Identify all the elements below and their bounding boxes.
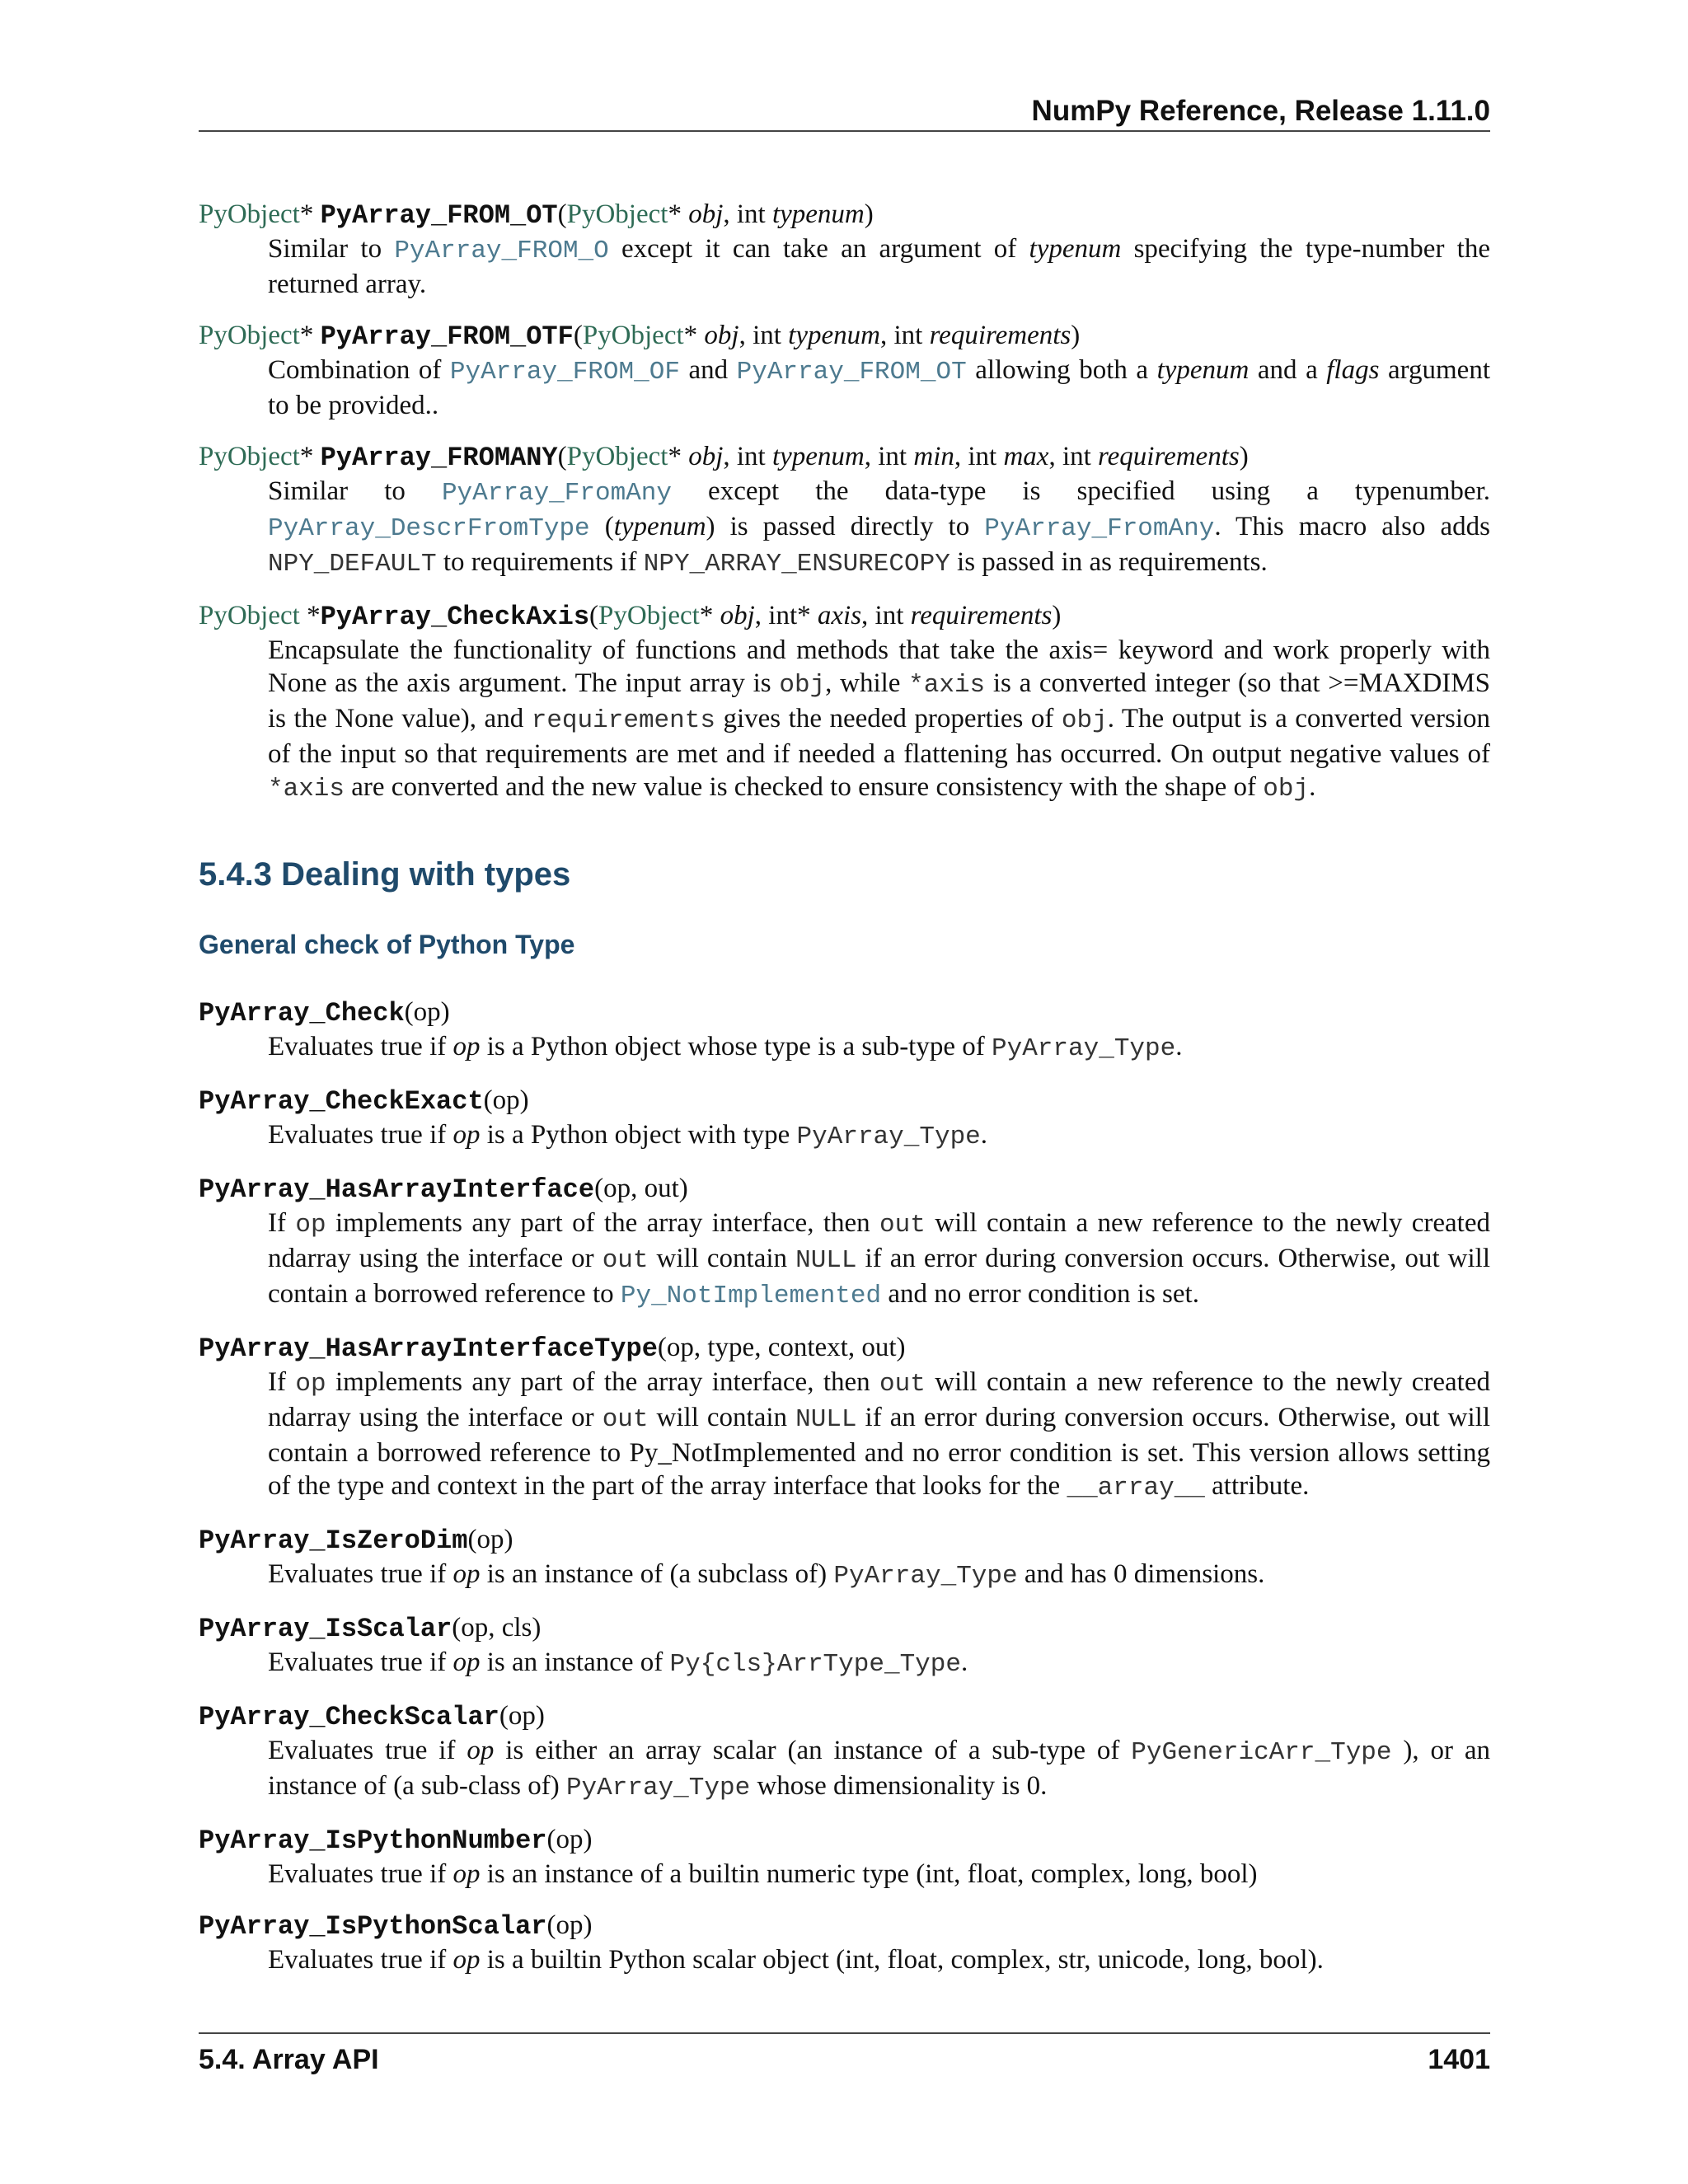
signature (199, 1823, 1490, 1858)
close-paren: ) (1052, 601, 1062, 630)
desc-text: Evaluates true if (268, 1945, 453, 1975)
desc-text: and (679, 355, 737, 385)
function-name: PyArray_IsPythonScalar (199, 1911, 547, 1942)
description (268, 1943, 1490, 1976)
desc-text: and a (1249, 355, 1327, 385)
return-type-link[interactable]: PyObject (199, 601, 300, 630)
entry-pyarray-checkscalar (199, 1699, 1490, 1805)
desc-text: are converted and the new value is checked to ensure consistency with the shape of (345, 772, 1264, 802)
desc-text: will contain (648, 1403, 796, 1432)
arg-name: max (1003, 442, 1049, 471)
desc-emphasis: op (467, 1736, 495, 1765)
inline-code: PyArray_Type (565, 1774, 751, 1802)
desc-text: Evaluates true if (268, 1647, 453, 1677)
arg-list: (op) (546, 1910, 593, 1940)
arg-name: min (913, 442, 954, 471)
desc-text: attribute. (1204, 1471, 1310, 1501)
desc-text: Evaluates true if (268, 1120, 453, 1150)
inline-code: out (602, 1405, 649, 1434)
desc-text: implements any part of the array interface, then (326, 1208, 880, 1238)
arg-type: int (893, 321, 923, 350)
arg-type: int (736, 199, 766, 229)
function-name: PyArray_HasArrayInterface (199, 1174, 595, 1205)
ref-link[interactable]: Py_NotImplemented (620, 1282, 882, 1310)
page-header: NumPy Reference, Release 1.11.0 (1031, 95, 1490, 127)
arg-type-link[interactable]: PyObject (598, 601, 700, 630)
desc-text: is a Python object whose type is a sub-type of (480, 1032, 992, 1062)
desc-text: is either an array scalar (an instance of a sub-type of (494, 1736, 1132, 1765)
inline-code: PyGenericArr_Type (1131, 1738, 1392, 1767)
description (268, 354, 1490, 422)
desc-text: to requirements if (436, 547, 644, 577)
pointer-star: * (668, 199, 682, 229)
arg-name: obj (704, 321, 739, 350)
page-content (199, 198, 1490, 1994)
desc-text: Similar to (268, 234, 395, 264)
entry-pyarray-ispythonnumber (199, 1823, 1490, 1891)
arg-name: axis (817, 601, 862, 630)
return-type-link[interactable]: PyObject (199, 199, 300, 229)
inline-code: *axis (268, 775, 345, 804)
arg-list: (op, type, context, out) (657, 1333, 906, 1362)
description (268, 1030, 1490, 1066)
comma: , (738, 321, 753, 350)
desc-text: Evaluates true if (268, 1736, 467, 1765)
arg-name: requirements (1098, 442, 1240, 471)
inline-code: NULL (795, 1405, 857, 1434)
ref-link[interactable]: PyArray_DescrFromType (268, 514, 590, 543)
pointer-star: * (699, 601, 714, 630)
arg-type: int (736, 442, 766, 471)
ref-link[interactable]: PyArray_FROM_O (394, 237, 609, 265)
desc-text: . The output is a converted version of the input so that requirements are met and if needed a flattening has occurred. On output negative values of (268, 704, 1490, 769)
arg-name: obj (688, 199, 724, 229)
description (268, 634, 1490, 806)
arg-type: int* (768, 601, 811, 630)
desc-text: Combination of (268, 355, 450, 385)
desc-emphasis: typenum (1029, 234, 1122, 264)
arg-type-link[interactable]: PyObject (566, 199, 668, 229)
signature (199, 319, 1490, 354)
arg-type-link[interactable]: PyObject (582, 321, 684, 350)
signature (199, 599, 1490, 634)
signature (199, 1611, 1490, 1646)
entry-pyarray-checkexact (199, 1084, 1490, 1154)
inline-code: op (295, 1370, 326, 1399)
entry-pyarray-ispythonscalar (199, 1909, 1490, 1976)
arg-name: requirements (929, 321, 1071, 350)
comma: , (864, 442, 879, 471)
entry-pyarray-check (199, 996, 1490, 1066)
description (268, 1558, 1490, 1593)
description (268, 1366, 1490, 1505)
arg-list: (op, out) (594, 1174, 688, 1203)
desc-text: is passed in as requirements. (950, 547, 1268, 577)
desc-text: specifying the type-number the returned array. (268, 234, 1490, 299)
inline-code: PyArray_Type (992, 1034, 1176, 1063)
open-paren: ( (573, 321, 583, 350)
desc-text: will contain a new reference to the newly created ndarray using the interface or (268, 1367, 1490, 1432)
description (268, 232, 1490, 301)
arg-list: (op) (404, 997, 450, 1027)
desc-text: Evaluates true if (268, 1859, 453, 1889)
entry-pyarray-from-ot (199, 198, 1490, 301)
function-name: PyArray_IsZeroDim (199, 1526, 468, 1556)
desc-text: Encapsulate the functionality of functions and methods that take the axis= keyword and work properly with None as the axis argument. The input array is (268, 635, 1490, 698)
function-name: PyArray_FROMANY (320, 443, 558, 473)
function-name: PyArray_CheckScalar (199, 1702, 499, 1732)
ref-link[interactable]: PyArray_FROM_OT (736, 358, 967, 387)
signature (199, 996, 1490, 1030)
desc-emphasis: op (452, 1945, 481, 1975)
inline-code: obj (1263, 775, 1310, 804)
pointer-star: * (299, 601, 321, 630)
desc-text: Evaluates true if (268, 1032, 453, 1062)
inline-code: NULL (795, 1246, 857, 1275)
desc-text: is an instance of (480, 1647, 670, 1677)
description (268, 1734, 1490, 1805)
desc-text: ) is passed directly to (706, 512, 985, 541)
desc-text: argument to be provided.. (268, 355, 1490, 420)
description (268, 1118, 1490, 1154)
inline-code: out (879, 1211, 926, 1240)
inline-code: PyArray_Type (833, 1562, 1018, 1591)
arg-name: requirements (910, 601, 1053, 630)
open-paren: ( (589, 601, 599, 630)
entry-pyarray-isscalar (199, 1611, 1490, 1681)
function-name: PyArray_IsScalar (199, 1614, 452, 1644)
desc-text: is an instance of (a subclass of) (480, 1559, 834, 1589)
desc-emphasis: flags (1326, 355, 1380, 385)
desc-text: If (268, 1367, 296, 1397)
comma: , (1048, 442, 1062, 471)
close-paren: ) (864, 199, 874, 229)
desc-text: Similar to (268, 476, 442, 506)
arg-name: typenum (788, 321, 880, 350)
desc-text: and no error condition is set. (881, 1279, 1199, 1309)
open-paren: ( (557, 442, 567, 471)
inline-code: NPY_DEFAULT (268, 550, 437, 579)
arg-type: int (753, 321, 781, 350)
entry-pyarray-from-otf (199, 319, 1490, 422)
section-title: 5.4.3 Dealing with types (199, 856, 571, 893)
arg-type: int (878, 442, 907, 471)
arg-type: int (1062, 442, 1091, 471)
desc-text: and has 0 dimensions. (1017, 1559, 1265, 1589)
inline-code: out (879, 1370, 926, 1399)
ref-link[interactable]: PyArray_FROM_OF (449, 358, 680, 387)
desc-emphasis: typenum (613, 512, 706, 541)
close-paren: ) (1071, 321, 1081, 350)
comma: , (861, 601, 875, 630)
desc-emphasis: op (452, 1647, 481, 1677)
comma: , (723, 442, 737, 471)
description (268, 1858, 1490, 1891)
desc-text: ), or an instance of (a sub-class of) (268, 1736, 1490, 1801)
arg-list: (op) (467, 1525, 513, 1554)
inline-code: *axis (908, 671, 986, 700)
arg-list: (op) (483, 1085, 529, 1115)
comma: , (754, 601, 769, 630)
pointer-star: * (668, 442, 682, 471)
description (268, 1207, 1490, 1313)
footer-section-label: 5.4. Array API (199, 2044, 379, 2075)
signature (199, 440, 1490, 475)
inline-code: out (602, 1246, 649, 1275)
page-number: 1401 (1428, 2044, 1490, 2075)
arg-list: (op) (546, 1825, 593, 1854)
inline-code: obj (779, 671, 826, 700)
description (268, 1646, 1490, 1681)
arg-name: typenum (771, 442, 865, 471)
desc-text: will contain (648, 1244, 796, 1273)
comma: , (879, 321, 894, 350)
inline-code: Py{cls}ArrType_Type (669, 1650, 961, 1679)
ref-link[interactable]: PyArray_FromAny (441, 479, 672, 508)
desc-emphasis: op (452, 1559, 481, 1589)
desc-text: except the data-type is specified using a typenumber. (672, 476, 1490, 506)
signature (199, 1699, 1490, 1734)
signature (199, 1909, 1490, 1943)
signature (199, 1523, 1490, 1558)
return-type-link[interactable]: PyObject (199, 321, 300, 350)
inline-code: obj (1061, 706, 1108, 735)
desc-text: is a builtin Python scalar object (int, float, complex, str, unicode, long, bool). (480, 1945, 1324, 1975)
signature (199, 1172, 1490, 1207)
comma: , (954, 442, 968, 471)
function-name: PyArray_CheckAxis (320, 602, 590, 632)
desc-text: if an error during conversion occurs. Otherwise, out will contain a borrowed reference to Py_NotImplemented and no error condition is set. This version allows setting of the type and context in the part of the array interface that looks for the (268, 1403, 1490, 1501)
comma: , (723, 199, 737, 229)
desc-text: . (1175, 1032, 1183, 1062)
desc-text: is an instance of a builtin numeric type (int, float, complex, long, bool) (480, 1859, 1258, 1889)
arg-name: typenum (771, 199, 865, 229)
arg-list: (op) (499, 1701, 545, 1731)
function-name: PyArray_FROM_OT (320, 200, 558, 231)
inline-code: requirements (531, 706, 715, 735)
pointer-star: * (299, 199, 314, 229)
desc-text: , while (825, 668, 909, 698)
arg-type-link[interactable]: PyObject (566, 442, 668, 471)
signature (199, 1331, 1490, 1366)
desc-text: is a converted integer (so that >=MAXDIMS is the None value), and (268, 668, 1490, 733)
ref-link[interactable]: PyArray_FromAny (984, 514, 1215, 543)
inline-code: op (295, 1211, 326, 1240)
desc-text: gives the needed properties of (715, 704, 1062, 733)
header-rule (199, 130, 1490, 132)
arg-type: int (968, 442, 997, 471)
entry-pyarray-checkaxis (199, 599, 1490, 806)
entry-pyarray-hasarrayinterface (199, 1172, 1490, 1313)
function-name: PyArray_FROM_OTF (320, 321, 574, 352)
entry-pyarray-iszerodim (199, 1523, 1490, 1593)
function-name: PyArray_Check (199, 998, 405, 1029)
pointer-star: * (299, 442, 314, 471)
function-name: PyArray_HasArrayInterfaceType (199, 1333, 658, 1364)
desc-text: except it can take an argument of (608, 234, 1029, 264)
desc-emphasis: typenum (1156, 355, 1250, 385)
desc-emphasis: op (452, 1120, 481, 1150)
signature (199, 198, 1490, 232)
desc-text: . (1309, 772, 1316, 802)
arg-name: obj (688, 442, 724, 471)
inline-code: __array__ (1067, 1474, 1205, 1502)
footer-rule (199, 2032, 1490, 2034)
desc-text: . (961, 1647, 968, 1677)
entry-pyarray-fromany (199, 440, 1490, 581)
subsection-title: General check of Python Type (199, 930, 575, 959)
desc-text: . This macro also adds (1214, 512, 1490, 541)
function-name: PyArray_IsPythonNumber (199, 1825, 547, 1856)
desc-text: ( (589, 512, 614, 541)
close-paren: ) (1239, 442, 1249, 471)
inline-code: PyArray_Type (796, 1122, 981, 1151)
desc-text: whose dimensionality is 0. (750, 1771, 1048, 1801)
desc-text: will contain a new reference to the newly created ndarray using the interface or (268, 1208, 1490, 1273)
function-name: PyArray_CheckExact (199, 1086, 484, 1117)
arg-name: obj (720, 601, 755, 630)
desc-text: implements any part of the array interface, then (326, 1367, 880, 1397)
arg-type: int (874, 601, 904, 630)
pointer-star: * (299, 321, 314, 350)
desc-text: If (268, 1208, 296, 1238)
desc-text: if an error during conversion occurs. Otherwise, out will contain a borrowed reference to (268, 1244, 1490, 1309)
desc-text: is a Python object with type (480, 1120, 797, 1150)
desc-text: allowing both a (966, 355, 1157, 385)
desc-emphasis: op (452, 1032, 481, 1062)
arg-list: (op, cls) (452, 1613, 542, 1643)
desc-text: . (980, 1120, 988, 1150)
entry-pyarray-hasarrayinterfacetype (199, 1331, 1490, 1505)
inline-code: NPY_ARRAY_ENSURECOPY (643, 550, 950, 579)
open-paren: ( (557, 199, 567, 229)
desc-text: Evaluates true if (268, 1559, 453, 1589)
signature (199, 1084, 1490, 1118)
description (268, 475, 1490, 581)
pointer-star: * (683, 321, 698, 350)
page-footer (199, 2039, 1490, 2080)
return-type-link[interactable]: PyObject (199, 442, 300, 471)
desc-emphasis: op (452, 1859, 481, 1889)
